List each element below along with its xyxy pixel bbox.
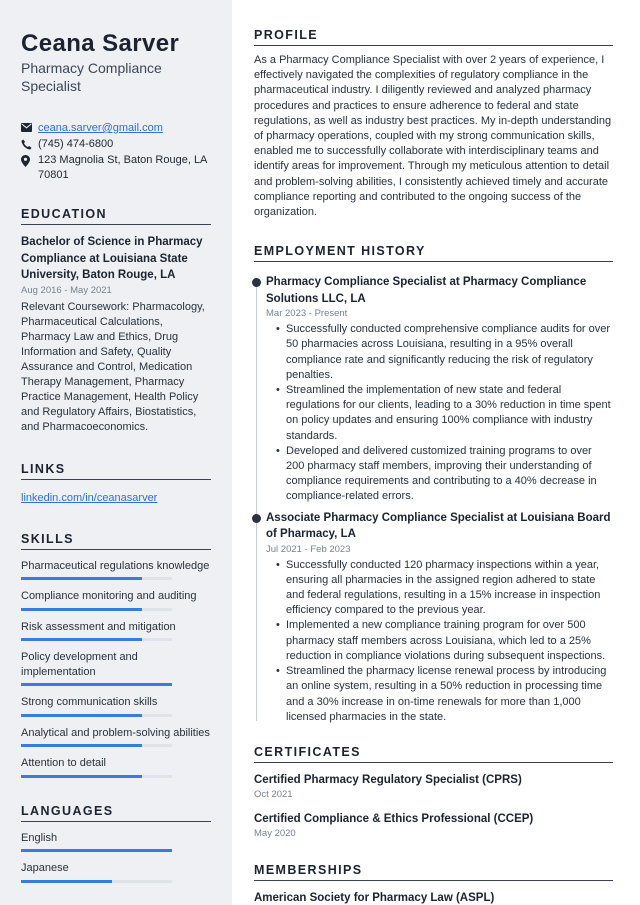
job-title: Pharmacy Compliance Specialist at Pharmacy Compliance Solutions LLC, LA (266, 276, 587, 305)
education-degree: Bachelor of Science in Pharmacy Compliance at Louisiana State University, Baton Rouge, LA (21, 236, 203, 281)
skill-level-fill (21, 714, 142, 717)
languages-section (21, 804, 211, 883)
languages-heading: LANGUAGES (21, 804, 211, 822)
skill-item (21, 726, 211, 748)
skill-level-fill (21, 683, 172, 686)
certificate-name: Certified Pharmacy Regulatory Specialist (CPRS) (254, 773, 522, 786)
profile-summary: As a Pharmacy Compliance Specialist with over 2 years of experience, I effectively navigated the complexities of regulatory compliance in the pharmaceutical industry. I diligently reviewed and analyzed pharmacy procedures and practices to ensure adherence to federal and state regulations, as well as industry best practices. My in-depth understanding of pharmacy operations, coupled with my strong communication skills, enabled me to successfully collaborate with interdisciplinary teams and identify areas for improvement. Through my meticulous attention to detail and problem-solving abilities, I consistently achieved timely and accurate compliance reporting and contributed to the ongoing success of the organization. (254, 54, 612, 219)
contact-list (21, 121, 211, 183)
skill-name: Policy development and implementation (21, 651, 138, 678)
skill-name: Risk assessment and mitigation (21, 620, 176, 633)
certificate-item (254, 811, 613, 841)
skill-name: Strong communication skills (21, 696, 158, 708)
candidate-name: Ceana Sarver (21, 30, 180, 57)
membership-name: American Society for Pharmacy Law (ASPL) (254, 891, 495, 904)
languages-list (21, 831, 211, 883)
skill-level-bar (21, 714, 172, 717)
job-title: Associate Pharmacy Compliance Specialist at Louisiana Board of Pharmacy, LA (266, 511, 611, 541)
employment-heading: EMPLOYMENT HISTORY (254, 244, 613, 262)
job-bullet: • Implemented a new compliance training program for over 500 pharmacy staff members across Louisiana, which led to a 25% reduction in compliance violations during subsequent inspections. (276, 618, 613, 664)
job-bullets (266, 322, 613, 504)
skill-level-fill (21, 775, 142, 778)
skill-level-fill (21, 638, 142, 641)
job-entry (266, 274, 613, 504)
education-coursework: Relevant Coursework: Pharmacology, Pharmaceutical Calculations, Pharmacy Law and Ethics, Drug Information and Safety, Quality Assurance and Control, Medication Therapy Management, Pharmacy Practice Management, Health Policy and Regulatory Affairs, Biostatistics, and Pharmacoeconomics. (21, 300, 205, 433)
certificate-name: Certified Compliance & Ethics Professional (CCEP) (254, 812, 534, 825)
language-item (21, 861, 211, 883)
envelope-icon (21, 121, 38, 132)
phone-icon (21, 137, 38, 150)
skill-level-fill (21, 744, 142, 747)
linkedin-link[interactable]: linkedin.com/in/ceanasarver (21, 491, 158, 504)
language-item (21, 831, 211, 853)
job-bullet: • Successfully conducted comprehensive compliance audits for over 50 pharmacies across Louisiana, resulting in a 95% overall compliance rate and significantly reducing the risk of regulatory penalties. (276, 322, 613, 383)
employment-timeline (254, 274, 613, 725)
job-dates: Mar 2023 - Present (266, 308, 348, 320)
certificate-date: Oct 2021 (254, 788, 293, 800)
address-text: 123 Magnolia St, Baton Rouge, LA 70801 (38, 154, 207, 181)
membership-item (254, 890, 613, 905)
skill-level-fill (21, 577, 142, 580)
language-name: English (21, 831, 58, 844)
certificates-section (254, 745, 613, 841)
skill-level-fill (21, 608, 142, 611)
skill-name: Pharmaceutical regulations knowledge (21, 559, 210, 572)
skill-item (21, 589, 211, 611)
certificates-heading: CERTIFICATES (254, 745, 613, 763)
skill-level-bar (21, 608, 172, 611)
sidebar (0, 0, 232, 905)
skill-name: Analytical and problem-solving abilities (21, 726, 210, 739)
contact-address (21, 153, 211, 183)
language-name: Japanese (21, 862, 69, 874)
job-bullet: • Developed and delivered customized training programs to over 200 pharmacy staff members, improving their understanding of compliance requirements and contributing to a 40% decrease in compliance-related errors. (276, 444, 613, 505)
language-level-bar (21, 849, 172, 852)
main-content (232, 0, 640, 905)
links-section (21, 462, 211, 506)
skill-level-bar (21, 577, 172, 580)
skills-heading: SKILLS (21, 532, 211, 550)
timeline-dot (252, 278, 261, 287)
skill-name: Attention to detail (21, 757, 107, 769)
job-bullet: • Streamlined the implementation of new state and federal regulations for our clients, leading to a 30% reduction in time spent on policy updates and ensuring 100% compliance with industry standards. (276, 383, 613, 444)
phone-number: (745) 474-6800 (38, 138, 114, 150)
job-entry (266, 510, 613, 725)
job-bullet: • Successfully conducted 120 pharmacy inspections within a year, ensuring all pharmacies in the assigned region adhered to state and federal regulations, resulting in a 15% increase in inspection efficiency compared to the previous year. (276, 558, 613, 619)
profile-heading: PROFILE (254, 28, 613, 46)
skill-item (21, 650, 211, 686)
skill-level-bar (21, 638, 172, 641)
education-heading: EDUCATION (21, 207, 211, 225)
skill-level-bar (21, 744, 172, 747)
timeline-line (256, 280, 257, 721)
job-dates: Jul 2021 - Feb 2023 (266, 543, 351, 555)
language-level-fill (21, 849, 172, 852)
employment-section (254, 244, 613, 725)
memberships-section (254, 863, 613, 905)
links-heading: LINKS (21, 462, 211, 480)
timeline-dot (252, 514, 261, 523)
language-level-bar (21, 880, 172, 883)
candidate-title: Pharmacy Compliance Specialist (21, 60, 162, 94)
education-section (21, 207, 211, 435)
map-pin-icon (21, 153, 38, 167)
skill-name: Compliance monitoring and auditing (21, 590, 197, 602)
profile-section (254, 28, 613, 220)
email-link[interactable]: ceana.sarver@gmail.com (38, 122, 163, 134)
skill-item (21, 620, 211, 642)
language-level-fill (21, 880, 112, 883)
education-dates: Aug 2016 - May 2021 (21, 284, 112, 296)
skill-item (21, 695, 211, 717)
skill-item (21, 559, 211, 581)
skills-list (21, 559, 211, 778)
contact-phone (21, 137, 211, 152)
job-bullet: • Streamlined the pharmacy license renewal process by introducing an online system, resulting in a 50% reduction in processing time and a 30% increase in on-time renewals for more than 1,000 licensed pharmacies in the state. (276, 664, 613, 725)
job-bullets (266, 558, 613, 725)
skills-section (21, 532, 211, 778)
skill-item (21, 756, 211, 778)
memberships-heading: MEMBERSHIPS (254, 863, 613, 881)
certificate-item (254, 772, 613, 802)
skill-level-bar (21, 683, 172, 686)
contact-email (21, 121, 211, 136)
certificate-date: May 2020 (254, 827, 296, 839)
skill-level-bar (21, 775, 172, 778)
